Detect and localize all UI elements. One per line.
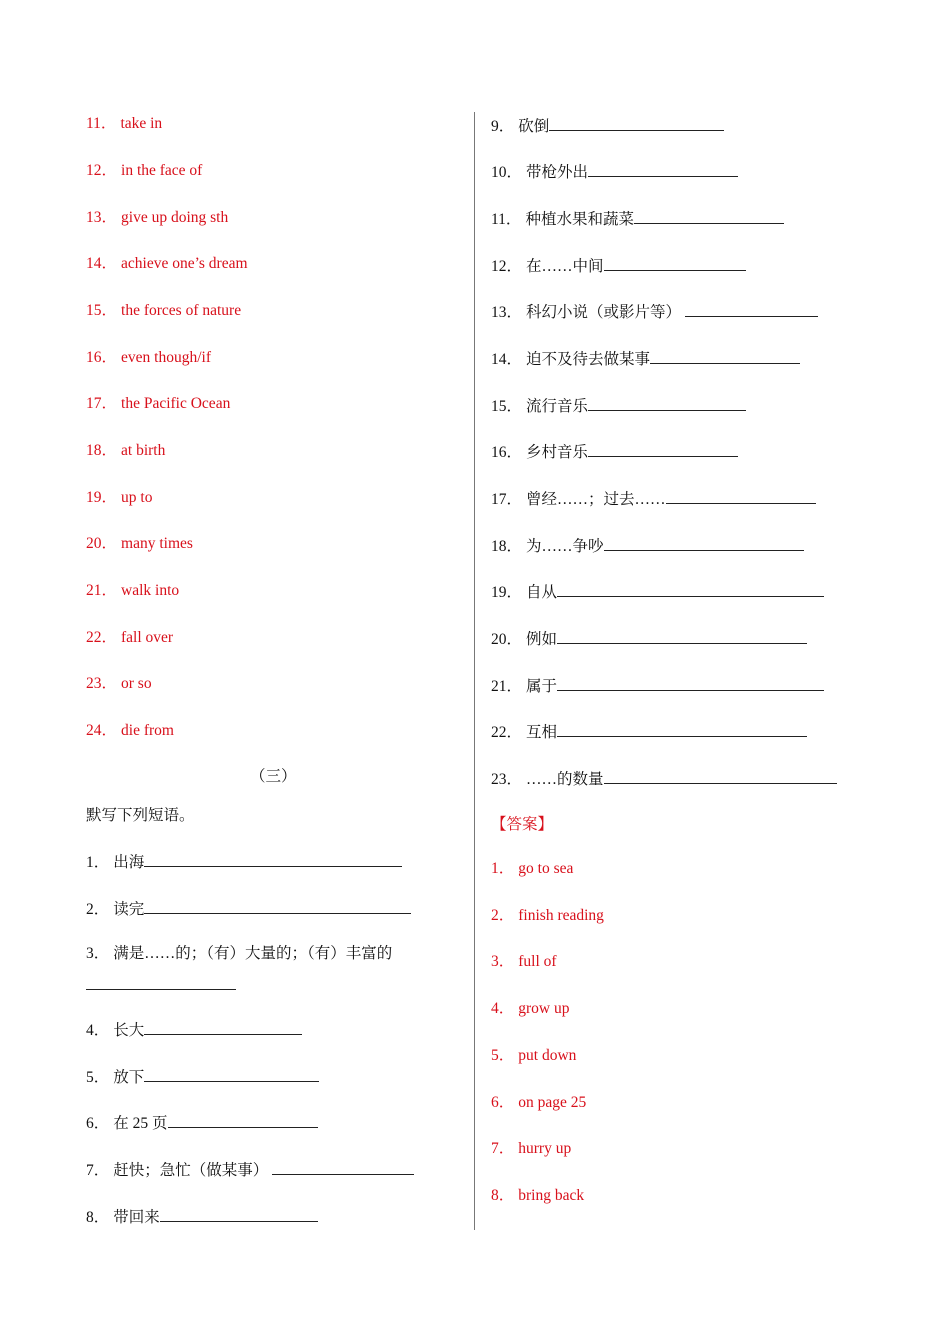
question-item: 22． 互相 [491,721,807,743]
question-item: 12． 在……中间 [491,255,746,277]
answer-blank[interactable] [634,208,784,224]
answer-blank[interactable] [557,581,824,597]
question-item: 18． 为……争吵 [491,535,804,557]
answer-blank[interactable] [86,974,236,990]
answer-blank[interactable] [557,675,824,691]
answer-blank[interactable] [557,721,807,737]
answer-item: 2． finish reading [491,907,604,924]
answer-item: 14． achieve one’s dream [86,255,248,272]
answer-item: 13． give up doing sth [86,209,229,226]
question-item: 3． 满是……的；（有）大量的；（有）丰富的 [86,945,393,962]
answer-item: 23． or so [86,675,152,692]
question-item-continued [86,974,236,996]
answer-item: 3． full of [491,953,557,970]
answer-heading: 【答案】 [491,816,554,833]
answer-blank[interactable] [588,161,738,177]
question-item: 9． 砍倒 [491,115,724,137]
answer-blank[interactable] [160,1206,318,1222]
answer-blank[interactable] [557,628,807,644]
question-item: 19． 自从 [491,581,824,603]
answer-item: 11． take in [86,115,163,132]
answer-blank[interactable] [144,1019,302,1035]
answer-item: 21． walk into [86,582,180,599]
question-item: 17． 曾经……；过去…… [491,488,816,510]
answer-blank[interactable] [588,441,738,457]
answer-blank[interactable] [144,898,411,914]
question-item: 2． 读完 [86,898,411,920]
answer-blank[interactable] [168,1112,318,1128]
question-item: 1． 出海 [86,851,402,873]
answer-blank[interactable] [144,1066,319,1082]
question-item: 5． 放下 [86,1066,319,1088]
column-divider [474,112,475,1230]
answer-item: 24． die from [86,722,174,739]
answer-blank[interactable] [650,348,800,364]
answer-item: 19． up to [86,489,153,506]
answer-item: 5． put down [491,1047,577,1064]
question-item: 16． 乡村音乐 [491,441,738,463]
answer-blank[interactable] [666,488,816,504]
question-item: 13． 科幻小说（或影片等） [491,301,818,323]
section-title: （三） [250,768,297,785]
question-item: 4． 长大 [86,1019,302,1041]
answer-blank[interactable] [604,768,837,784]
answer-item: 22． fall over [86,629,174,646]
answer-item: 17． the Pacific Ocean [86,395,231,412]
question-item: 7． 赶快；急忙（做某事） [86,1159,414,1181]
question-item: 8． 带回来 [86,1206,318,1228]
answer-item: 6． on page 25 [491,1094,587,1111]
question-item: 15． 流行音乐 [491,395,746,417]
answer-item: 8． bring back [491,1187,585,1204]
question-item: 14． 迫不及待去做某事 [491,348,800,370]
answer-blank[interactable] [144,851,402,867]
answer-item: 15． the forces of nature [86,302,242,319]
answer-item: 12． in the face of [86,162,203,179]
question-item: 10． 带枪外出 [491,161,738,183]
answer-item: 16． even though/if [86,349,211,366]
question-item: 20． 例如 [491,628,807,650]
question-item: 21． 属于 [491,675,824,697]
answer-item: 20． many times [86,535,193,552]
answer-blank[interactable] [604,255,746,271]
answer-blank[interactable] [272,1159,414,1175]
question-item: 23． ……的数量 [491,768,837,790]
instruction: 默写下列短语。 [86,807,195,824]
answer-blank[interactable] [588,395,746,411]
answer-blank[interactable] [604,535,804,551]
answer-item: 7． hurry up [491,1140,572,1157]
answer-item: 1． go to sea [491,860,574,877]
answer-blank[interactable] [685,301,818,317]
answer-blank[interactable] [549,115,724,131]
question-item: 11． 种植水果和蔬菜 [491,208,784,230]
answer-item: 18． at birth [86,442,166,459]
question-item: 6． 在 25 页 [86,1112,318,1134]
answer-item: 4． grow up [491,1000,570,1017]
